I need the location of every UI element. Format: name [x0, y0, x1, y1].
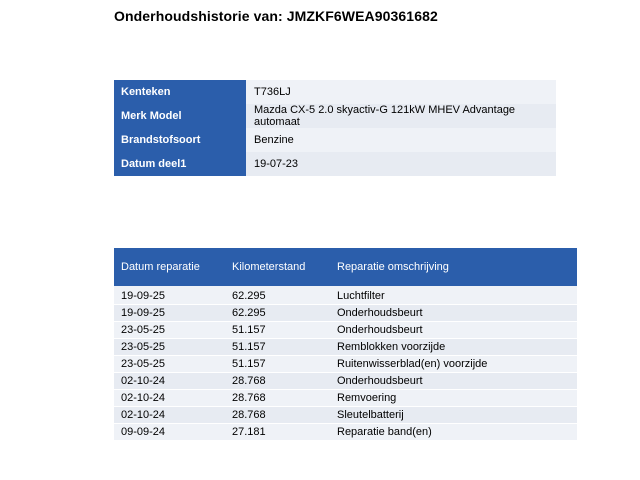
table-row [114, 80, 556, 104]
cell-mileage: 28.768 [225, 373, 330, 390]
cell-description: Onderhoudsbeurt [330, 373, 577, 390]
info-value-brandstofsoort: Benzine [246, 128, 556, 152]
cell-description: Onderhoudsbeurt [330, 322, 577, 339]
table-row [114, 322, 577, 339]
table-row [114, 128, 556, 152]
info-label-brandstofsoort: Brandstofsoort [114, 128, 246, 152]
cell-date: 23-05-25 [114, 322, 225, 339]
cell-date: 02-10-24 [114, 407, 225, 424]
cell-date: 02-10-24 [114, 373, 225, 390]
column-header-mileage: Kilometerstand [225, 248, 330, 286]
cell-mileage: 51.157 [225, 322, 330, 339]
table-row [114, 373, 577, 390]
vehicle-info-table [114, 80, 556, 176]
table-header-row [114, 248, 577, 286]
cell-date: 23-05-25 [114, 339, 225, 356]
cell-date: 09-09-24 [114, 424, 225, 441]
info-value-datum-deel1: 19-07-23 [246, 152, 556, 176]
info-label-datum-deel1: Datum deel1 [114, 152, 246, 176]
cell-mileage: 62.295 [225, 286, 330, 305]
cell-mileage: 27.181 [225, 424, 330, 441]
cell-description: Sleutelbatterij [330, 407, 577, 424]
cell-date: 02-10-24 [114, 390, 225, 407]
table-row [114, 152, 556, 176]
table-row [114, 339, 577, 356]
column-header-description: Reparatie omschrijving [330, 248, 577, 286]
info-label-merk-model: Merk Model [114, 104, 246, 128]
table-row [114, 407, 577, 424]
cell-description: Remblokken voorzijde [330, 339, 577, 356]
cell-description: Reparatie band(en) [330, 424, 577, 441]
info-label-kenteken: Kenteken [114, 80, 246, 104]
cell-description: Ruitenwisserblad(en) voorzijde [330, 356, 577, 373]
table-row [114, 305, 577, 322]
cell-mileage: 28.768 [225, 407, 330, 424]
cell-mileage: 51.157 [225, 339, 330, 356]
page-title: Onderhoudshistorie van: JMZKF6WEA90361682 [114, 8, 438, 24]
cell-date: 19-09-25 [114, 286, 225, 305]
table-row [114, 390, 577, 407]
info-value-merk-model: Mazda CX-5 2.0 skyactiv-G 121kW MHEV Advantage automaat [246, 104, 556, 128]
column-header-date: Datum reparatie [114, 248, 225, 286]
table-row [114, 104, 556, 128]
table-row [114, 424, 577, 441]
cell-mileage: 62.295 [225, 305, 330, 322]
cell-mileage: 28.768 [225, 390, 330, 407]
cell-description: Onderhoudsbeurt [330, 305, 577, 322]
table-row [114, 286, 577, 305]
cell-date: 23-05-25 [114, 356, 225, 373]
cell-mileage: 51.157 [225, 356, 330, 373]
repair-history-table [114, 248, 577, 441]
cell-date: 19-09-25 [114, 305, 225, 322]
cell-description: Remvoering [330, 390, 577, 407]
table-row [114, 356, 577, 373]
info-value-kenteken: T736LJ [246, 80, 556, 104]
cell-description: Luchtfilter [330, 286, 577, 305]
